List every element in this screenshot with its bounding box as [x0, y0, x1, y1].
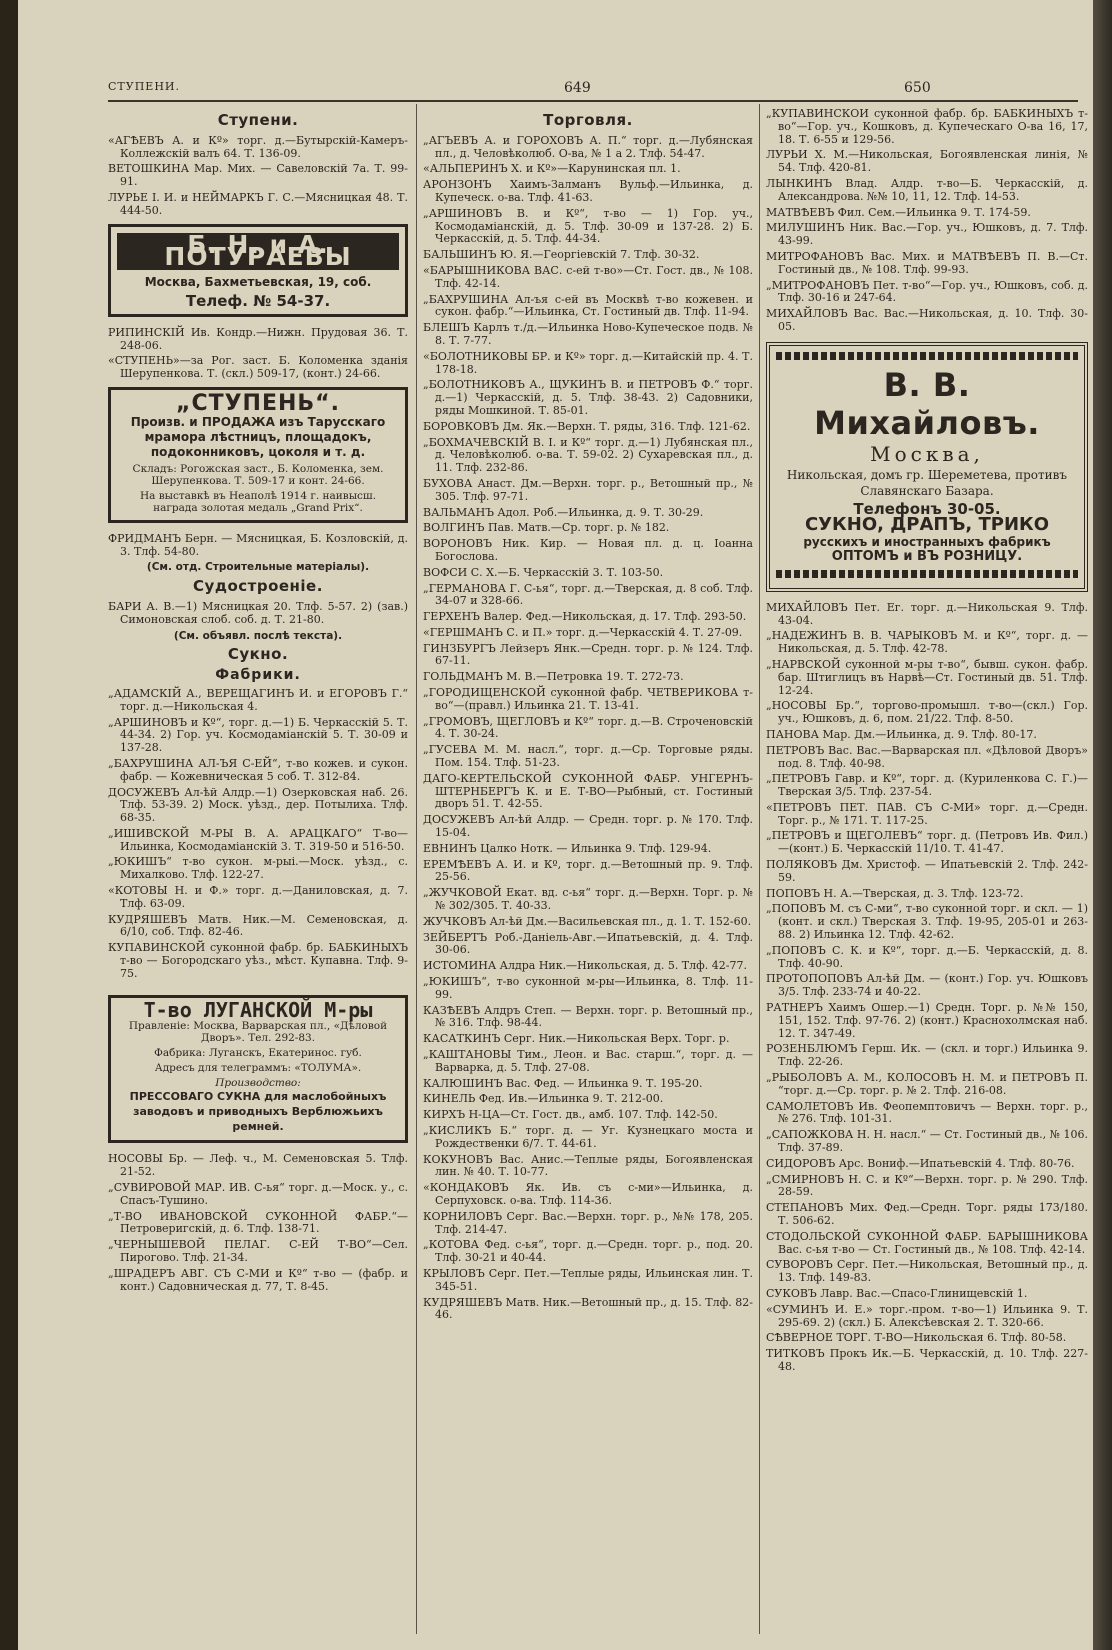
ad-title: Б. Н. и А. ПОТУРАЕВЫ [117, 233, 399, 271]
directory-entry: „ЮКИШЪ“, т-во суконной м-ры—Ильинка, 8. Тлф. 11-99. [423, 975, 753, 1001]
directory-entry: ГЕРХЕНЪ Валер. Фед.—Никольская, д. 17. Тлф. 293-50. [423, 610, 747, 624]
directory-entry: КИНЕЛЬ Фед. Ив.—Ильинка 9. Т. 212-00. [423, 1092, 664, 1106]
directory-entry: „ШРАДЕРЪ АВГ. СЪ С-МИ и Кº“ т-во — (фабр. и конт.) Садовническая д. 77, Т. 8-45. [108, 1266, 408, 1293]
directory-entry: БОРОВКОВЪ Дм. Як.—Верхн. Т. ряды, 316. Тлф. 121-62. [423, 419, 751, 433]
directory-entry: МАТВѢЕВЪ Фил. Сем.—Ильинка 9. Т. 174-59. [766, 205, 1031, 219]
directory-entry: БАРИ А. В.—1) Мясницкая 20. Тлф. 5-57. 2) (зав.) Симоновская слоб. соб. д. Т. 21-80. [108, 599, 408, 626]
directory-entry: МИХАЙЛОВЪ Вас. Вас.—Никольская, д. 10. Тлф. 30-05. [766, 307, 1088, 333]
directory-entry: „АДАМСКІЙ А., ВЕРЕЩАГИНЪ И. и ЕГОРОВЪ Г.“ торг. д.—Никольская 4. [108, 686, 408, 713]
entry-list [108, 1153, 408, 1293]
directory-entry: СТЕПАНОВЪ Мих. Фед.—Средн. Торг. ряды 173/180. Т. 506-62. [766, 1201, 1088, 1227]
directory-entry: ЗЕЙБЕРТЪ Роб.-Даніель-Авг.—Ипатьевскій, д. 4. Тлф. 30-06. [423, 930, 753, 957]
directory-entry: КАЗѢЕВЪ Алдръ Степ. — Верхн. торг. р. Ветошный пр., № 316. Тлф. 98-44. [423, 1003, 753, 1030]
directory-entry: СУКОВЪ Лавр. Вас.—Спасо-Глинищевскій 1. [766, 1286, 1028, 1300]
directory-entry: ЛУРЬЕ I. И. и НЕЙМАРКЪ Г. С.—Мясницкая 48. Т. 444-50. [108, 190, 408, 217]
directory-entry: КАСАТКИНЪ Серг. Ник.—Никольская Верх. Торг. р. [423, 1032, 730, 1046]
directory-entry: „НАРВСКОЙ суконной м-ры т-во“, бывш. сукон. фабр. бар. Штиглицъ въ Нарвѣ—Ст. Гостиный дв. 51. Тлф. 12-24. [766, 657, 1088, 697]
page-header [108, 78, 1078, 102]
directory-entry: «КОНДАКОВЪ Як. Ив. съ с-ми»—Ильинка, д. Серпуховск. о-ва. Тлф. 114-36. [423, 1181, 753, 1207]
directory-entry: ЕРЕМѢЕВЪ А. И. и Кº, торг. д.—Ветошный пр. 9. Тлф. 25-56. [423, 857, 753, 884]
directory-entry: „МИТРОФАНОВЪ Пет. т-во“—Гор. уч., Юшковъ, соб. д. Тлф. 30-16 и 247-64. [766, 278, 1088, 305]
directory-entry: „РЫБОЛОВЪ А. М., КОЛОСОВЪ Н. М. и ПЕТРОВЪ П. “торг. д.—Ср. торг. р. № 2. Тлф. 216-08. [766, 1071, 1088, 1097]
page-number-right: 650 [904, 80, 931, 96]
directory-entry: „КУПАВИНСКОЙ суконной фабр. бр. БАБКИНЫХЪ т-во“—Гор. уч., Кошковъ, д. Купеческаго О-ва 16, 17, 18. Т. 6-55 и 129-56. [766, 108, 1088, 146]
ad-address: Никольская, домъ гр. Шереметева, противъ Славянскаго Базара. [786, 467, 1068, 498]
directory-entry: АРОНЗОНЪ Хаимъ-Залманъ Вульф.—Ильинка, д. Купеческ. о-ва. Тлф. 41-63. [423, 178, 753, 204]
directory-entry: САМОЛЕТОВЪ Ив. Феопемптовичъ — Верхн. торг. р., № 276. Тлф. 101-31. [766, 1099, 1088, 1126]
ad-text: ОПТОМЪ и ВЪ РОЗНИЦУ. [831, 548, 1023, 564]
ornament-border [776, 570, 1078, 578]
directory-entry: «СТУПЕНЬ»—за Рог. заст. Б. Коломенка зданія Шерупенкова. Т. (скл.) 509-17, (конт.) 24-66. [108, 354, 408, 381]
advertisement-luganskoy [108, 995, 408, 1144]
directory-entry: „СМИРНОВЪ Н. С. и Кº“—Верхн. торг. р. № 290. Тлф. 28-59. [766, 1172, 1088, 1199]
section-title: Сукно. [227, 645, 289, 664]
directory-entry: ЛУРЬИ Х. М.—Никольская, Богоявленская линія, № 54. Тлф. 420-81. [766, 148, 1088, 175]
directory-entry: ГОЛЬДМАНЪ М. В.—Петровка 19. Т. 272-73. [423, 670, 684, 684]
directory-entry: „ЮКИШЪ“ т-во сукон. м-рыі.—Моск. уѣзд., с. Михалково. Тлф. 122-27. [108, 855, 408, 882]
ad-text: Производство: [215, 1077, 301, 1090]
cross-reference-note: (См. объявл. послѣ текста). [173, 629, 343, 642]
directory-entry: „КИСЛИКЪ Б.“ торг. д. — Уг. Кузнецкаго моста и Рождественки 6/7. Т. 44-61. [423, 1123, 753, 1150]
entry-list [108, 601, 408, 627]
directory-entry: РОЗЕНБЛЮМЪ Герш. Ик. — (скл. и торг.) Ильинка 9. Тлф. 22-26. [766, 1042, 1088, 1069]
directory-entry: ПРОТОПОПОВЪ Ал-ѣй Дм. — (конт.) Гор. уч. Юшковъ 3/5. Тлф. 233-74 и 40-22. [766, 972, 1088, 999]
directory-entry: „БАХРУШИНА АЛ-ЪЯ С-ЕЙ“, т-во кожев. и сукон. фабр. — Кожевническая 5 соб. Т. 312-84. [108, 756, 408, 783]
column-rule [416, 104, 417, 1634]
directory-entry: „Т-ВО ИВАНОВСКОЙ СУКОННОЙ ФАБР.“—Петроверигскій, д. 6. Тлф. 138-71. [108, 1209, 408, 1236]
directory-entry: ПОПОВЪ Н. А.—Тверская, д. 3. Тлф. 123-72. [766, 886, 1024, 900]
directory-entry: БАЛЬШИНЪ Ю. Я.—Георгіевскій 7. Тлф. 30-32. [423, 248, 700, 262]
ad-text: Складъ: Рогожская заст., Б. Коломенка, зем. Шерупенкова. Т. 509-17 и конт. 24-66. [132, 462, 384, 487]
directory-entry: „АРШИНОВЪ и Кº“, торг. д.—1) Б. Черкасскій 5. Т. 44-34. 2) Гор. уч. Космодаміанскій 5. Т. 30-09 и 137-28. [108, 715, 408, 755]
ad-phone: Телеф. № 54-37. [185, 291, 331, 310]
ad-text: ПРЕССОВАГО СУКНА для маслобойныхъ заводовъ и приводныхъ Верблюжьихъ ремней. [129, 1090, 387, 1134]
directory-entry: КУДРЯШЕВЪ Матв. Ник.—Ветошный пр., д. 15. Тлф. 82-46. [423, 1295, 753, 1322]
directory-entry: „БОЛОТНИКОВЪ А., ЩУКИНЪ В. и ПЕТРОВЪ Ф.“ торг. д.—1) Черкасскій, д. 5. Тлф. 38-43. 2) Садовники, ряды Мошкиной. Т. 85-01. [423, 378, 753, 417]
advertisement-stupen [108, 387, 408, 523]
directory-entry: «СУМИНЪ И. Е.» торг.-пром. т-во—1) Ильинка 9. Т. 295-69. 2) (скл.) Б. Алексѣевская 2. Т. 320-66. [766, 1302, 1088, 1329]
section-title: Судостроеніе. [193, 577, 323, 596]
section-title: Ступени. [217, 111, 299, 129]
directory-entry: „КАШТАНОВЫ Тим., Леон. и Вас. старш.“, торг. д. — Варварка, д. 5. Тлф. 27-08. [423, 1048, 753, 1074]
directory-entry: „ПЕТРОВЪ Гавр. и Кº“, торг. д. (Куриленкова С. Г.)—Тверская 3/5. Тлф. 237-54. [766, 772, 1088, 799]
ad-title: В. В. Михайловъ. [814, 365, 1040, 442]
directory-entry: „САПОЖКОВА Н. Н. насл.“ — Ст. Гостиный дв., № 106. Тлф. 37-89. [766, 1128, 1088, 1155]
entry-list [108, 533, 408, 559]
directory-entry: ЛЫНКИНЪ Влад. Алдр. т-во—Б. Черкасскій, д. Александрова. №№ 10, 11, 12. Тлф. 14-53. [766, 176, 1088, 203]
directory-entry: СУВОРОВЪ Серг. Пет.—Никольская, Ветошный пр., д. 13. Тлф. 149-83. [766, 1258, 1088, 1285]
advertisement-mikhaylov [766, 342, 1088, 592]
directory-entry: ТИТКОВЪ Прокъ Ик.—Б. Черкасскій, д. 10. Тлф. 227-48. [766, 1347, 1088, 1373]
entry-list [766, 602, 1088, 1374]
directory-entry: ВЕТОШКИНА Мар. Мих. — Савеловскій 7а. Т. 99-91. [108, 162, 408, 189]
subsection-title: Фабрики. [215, 667, 301, 684]
entry-list [108, 688, 408, 981]
directory-entry: РАТНЕРЪ Хаимъ Ошер.—1) Средн. Торг. р. №№ 150, 151, 152. Тлф. 97-76. 2) (конт.) Краснохолмская наб. 12. Т. 347-49. [766, 1001, 1088, 1040]
ad-phone: Телефонъ 30-05. [853, 499, 1001, 518]
directory-entry: РИПИНСКІЙ Ив. Кондр.—Нижн. Прудовая 36. Т. 248-06. [108, 325, 408, 352]
column-2 [423, 108, 753, 1638]
directory-entry: „АГЪЕВЪ А. и ГОРОХОВЪ А. П.“ торг. д.—Лубянская пл., д. Человѣколюб. О-ва, № 1 а 2. Тлф. 54-47. [423, 133, 753, 160]
directory-entry: ЕВНИНЪ Цалко Нотк. — Ильинка 9. Тлф. 129-94. [423, 841, 712, 855]
directory-entry: «БОЛОТНИКОВЫ БР. и Кº» торг. д.—Китайскій пр. 4. Т. 178-18. [423, 349, 753, 376]
directory-entry: СТОДОЛЬСКОЙ СУКОННОЙ ФАБР. БАРЫШНИКОВА Вас. с-ья т-во — Ст. Гостиный дв., № 108. Тлф. 42-14. [766, 1229, 1088, 1256]
ad-text: Правленіе: Москва, Варварская пл., «Дѣловой Дворъ». Тел. 292-83. [128, 1020, 388, 1045]
directory-entry: „БОХМАЧЕВСКІЙ В. I. и Кº“ торг. д.—1) Лубянская пл., д. Человѣколюб. о-ва. Т. 59-02. 2) Сухаревская пл., д. 11. Тлф. 232-86. [423, 435, 753, 475]
ad-goods: СУКНО, ДРАПЪ, ТРИКО [804, 514, 1050, 536]
directory-entry: БЛЕШЪ Карлъ т./д.—Ильинка Ново-Купеческое подв. № 8. Т. 7-77. [423, 321, 753, 347]
ad-city: Москва, [870, 441, 984, 466]
running-head: СТУПЕНИ. [108, 80, 181, 93]
directory-entry: НОСОВЫ Бр. — Леф. ч., М. Семеновская 5. Тлф. 21-52. [108, 1152, 408, 1179]
column-3 [766, 108, 1088, 1638]
directory-entry: „ПОПОВЪ М. съ С-ми“, т-во суконной торг. и скл. — 1) (конт. и скл.) Тверская 3. Тлф. 19-95, 205-01 и 263-88. 2) Ильинка 12. Тлф. 42-62. [766, 902, 1088, 942]
directory-entry: „ГУСЕВА М. М. насл.“, торг. д.—Ср. Торговые ряды. Пом. 154. Тлф. 51-23. [423, 743, 753, 770]
directory-entry: КАЛЮШИНЪ Вас. Фед. — Ильинка 9. Т. 195-20. [423, 1076, 703, 1090]
directory-entry: „КОТОВА Фед. с-ья“, торг. д.—Средн. торг. р., под. 20. Тлф. 30-21 и 40-44. [423, 1238, 753, 1265]
entry-list [766, 108, 1088, 334]
directory-entry: ВАЛЬМАНЪ Адол. Роб.—Ильинка, д. 9. Т. 30-29. [423, 505, 704, 519]
directory-entry: «ПЕТРОВЪ ПЕТ. ПАВ. СЪ С-МИ» торг. д.—Средн. Торг. р., № 171. Т. 117-25. [766, 800, 1088, 827]
directory-entry: ДОСУЖЕВЪ Ал-ѣй Алдр. — Средн. торг. р. № 170. Тлф. 15-04. [423, 813, 753, 840]
ad-text: Произв. и ПРОДАЖА изъ Тарусскаго мрамора лѣстницъ, площадокъ, подоконниковъ, цоколя и т. д. [130, 414, 386, 459]
directory-entry: СѢВЕРНОЕ ТОРГ. Т-ВО—Никольская 6. Тлф. 80-58. [766, 1331, 1067, 1345]
page-number-left: 649 [564, 80, 591, 96]
directory-entry: КУДРЯШЕВЪ Матв. Ник.—М. Семеновская, д. 6/10, соб. Тлф. 82-46. [108, 912, 408, 939]
directory-entry: „НОСОВЫ Бр.“, торгово-промышл. т-во—(скл.) Гор. уч., Юшковъ, д. 6, пом. 21/22. Тлф. 8-50. [766, 699, 1088, 726]
directory-entry: ВОРОНОВЪ Ник. Кир. — Новая пл. д. ц. Іоанна Богослова. [423, 537, 753, 563]
directory-entry: МИТРОФАНОВЪ Вас. Мих. и МАТВѢЕВЪ П. В.—Ст. Гостиный дв., № 108. Тлф. 99-93. [766, 249, 1088, 276]
directory-entry: „ИШИВСКОЙ М-РЫ В. А. АРАЦКАГО“ Т-во—Ильинка, Космодаміанскій 3. Т. 319-50 и 516-50. [108, 826, 408, 853]
directory-entry: «АЛЬПЕРИНЪ Х. и Кº»—Карунинская пл. 1. [423, 162, 681, 176]
ad-text: На выставкѣ въ Неаполѣ 1914 г. наивысш. награда золотая медаль „Grand Prix“. [139, 489, 377, 514]
directory-entry: „ЖУЧКОВОЙ Екат. вд. с-ья“ торг. д.—Верхн. Торг. р. №№ 302/305. Т. 40-33. [423, 886, 753, 913]
directory-entry: ЖУЧКОВЪ Ал-ѣй Дм.—Васильевская пл., д. 1. Т. 152-60. [423, 914, 752, 928]
column-rule [759, 104, 760, 1634]
directory-entry: МИЛУШИНЪ Ник. Вас.—Гор. уч., Юшковъ, д. 7. Тлф. 43-99. [766, 221, 1088, 248]
ad-title: Т-во ЛУГАНСКОЙ М-ры [143, 997, 373, 1022]
directory-entry: «ГЕРШМАНЪ С. и П.» торг. д.—Черкасскій 4. Т. 27-09. [423, 625, 743, 639]
directory-page [18, 0, 1093, 1650]
advertisement-poturaevy [108, 224, 408, 317]
directory-entry: „АРШИНОВЪ В. и Кº“, т-во — 1) Гор. уч., Космодаміанскій, д. 5. Тлф. 30-09 и 137-28. 2) Б. Черкасскій, д. 5. Тлф. 44-34. [423, 206, 753, 246]
directory-entry: «КОТОВЫ Н. и Ф.» торг. д.—Даниловская, д. 7. Тлф. 63-09. [108, 884, 408, 910]
directory-entry: ВОЛГИНЪ Пав. Матв.—Ср. торг. р. № 182. [423, 521, 670, 535]
directory-entry: КОРНИЛОВЪ Серг. Вас.—Верхн. торг. р., №№ 178, 205. Тлф. 214-47. [423, 1209, 753, 1236]
directory-entry: „ГОРОДИЩЕНСКОЙ суконной фабр. ЧЕТВЕРИКОВА т-во“—(правл.) Ильинка 21. Т. 13-41. [423, 686, 753, 712]
directory-entry: ДАГО-КЕРТЕЛЬСКОЙ СУКОННОЙ ФАБР. УНГЕРНЪ-ШТЕРНБЕРГЪ К. и Е. Т-ВО—Рыбный, ст. Гостиный дворъ 51. Т. 42-55. [423, 771, 753, 811]
directory-entry: КУПАВИНСКОЙ суконной фабр. бр. БАБКИНЫХЪ т-во — Богородскаго уѣз., мѣст. Купавна. Тлф. 9-75. [108, 941, 408, 980]
directory-entry: КИРХЪ Н-ЦА—Ст. Гост. дв., амб. 107. Тлф. 142-50. [423, 1108, 718, 1122]
ad-address: Москва, Бахметьевская, 19, соб. [144, 275, 372, 290]
directory-entry: МИХАЙЛОВЪ Пет. Ег. торг. д.—Никольская 9. Тлф. 43-04. [766, 600, 1088, 627]
directory-entry: «БАРЫШНИКОВА ВАС. с-ей т-во»—Ст. Гост. дв., № 108. Тлф. 42-14. [423, 263, 753, 290]
cross-reference-note: (См. отд. Строительные матеріалы). [146, 561, 370, 574]
directory-entry: ФРИДМАНЪ Берн. — Мясницкая, Б. Козловскій, д. 3. Тлф. 54-80. [108, 531, 408, 558]
directory-entry: ДОСУЖЕВЪ Ал-ѣй Алдр.—1) Озерковская наб. 26. Тлф. 53-39. 2) Моск. уѣзд., дер. Потылиха. Тлф. 68-35. [108, 785, 408, 825]
ad-text: русскихъ и иностранныхъ фабрикъ [803, 535, 1051, 550]
directory-entry: „ГРОМОВЪ, ЩЕГЛОВЪ и Кº“ торг. д.—В. Строченовскій 4. Т. 30-24. [423, 714, 753, 741]
ad-text: Фабрика: Луганскъ, Екатеринос. губ. [154, 1047, 362, 1060]
directory-entry: КРЫЛОВЪ Серг. Пет.—Теплые ряды, Ильинская лин. Т. 345-51. [423, 1266, 753, 1293]
directory-entry: „НАДЕЖИНЪ В. В. ЧАРЫКОВЪ М. и Кº“, торг. д. — Никольская, д. 5. Тлф. 42-78. [766, 629, 1088, 656]
directory-entry: „БАХРУШИНА Ал-ъя с-ей въ Москвѣ т-во кожевен. и сукон. фабр.“—Ильинка, Ст. Гостиный дв. Тлф. 11-94. [423, 292, 753, 319]
ornament-border [776, 352, 1078, 360]
section-title: Торговля. [543, 111, 633, 129]
directory-entry: ГИНЗБУРГЪ Лейзеръ Янк.—Средн. торг. р. № 124. Тлф. 67-11. [423, 641, 753, 668]
directory-entry: ИСТОМИНА Алдра Ник.—Никольская, д. 5. Тлф. 42-77. [423, 959, 747, 973]
entry-list [108, 135, 408, 218]
ad-title: „СТУПЕНЬ“. [175, 390, 340, 416]
directory-entry: ПАНОВА Мар. Дм.—Ильинка, д. 9. Тлф. 80-17. [766, 727, 1037, 741]
directory-entry: „ЧЕРНЫШЕВОЙ ПЕЛАГ. С-ЕЙ Т-ВО“—Сел. Пирогово. Тлф. 21-34. [108, 1238, 408, 1265]
directory-entry: „ПЕТРОВЪ и ЩЕГОЛЕВЪ“ торг. д. (Петровъ Ив. Фил.)—(конт.) Б. Черкасскій 11/10. Т. 41-47. [766, 829, 1088, 856]
column-1 [108, 108, 408, 1638]
directory-entry: „ПОПОВЪ С. К. и Кº“, торг. д.—Б. Черкасскій, д. 8. Тлф. 40-90. [766, 943, 1088, 970]
directory-entry: „ГЕРМАНОВА Г. С-ья“, торг. д.—Тверская, д. 8 соб. Тлф. 34-07 и 328-66. [423, 581, 753, 608]
directory-entry: КОКУНОВЪ Вас. Анис.—Теплые ряды, Богоявленская лин. № 40. Т. 10-77. [423, 1152, 753, 1179]
directory-entry: „СУВИРОВОЙ МАР. ИВ. С-ья“ торг. д.—Моск. у., с. Спасъ-Тушино. [108, 1181, 408, 1207]
directory-entry: ПЕТРОВЪ Вас. Вас.—Варварская пл. «Дѣловой Дворъ» под. 8. Тлф. 40-98. [766, 743, 1088, 770]
directory-entry: ВОФСИ С. Х.—Б. Черкасскій 3. Т. 103-50. [423, 565, 664, 579]
directory-entry: ПОЛЯКОВЪ Дм. Христоф. — Ипатьевскій 2. Тлф. 242-59. [766, 858, 1088, 884]
directory-entry: «АГѢЕВЪ А. и Кº» торг. д.—Бутырскій-Камеръ-Коллежскій валъ 64. Т. 136-09. [108, 133, 408, 160]
entry-list [108, 327, 408, 381]
directory-entry: СИДОРОВЪ Арс. Вониф.—Ипатьевскій 4. Тлф. 80-76. [766, 1156, 1075, 1170]
directory-entry: БУХОВА Анаст. Дм.—Верхн. торг. р., Ветошный пр., № 305. Тлф. 97-71. [423, 476, 753, 503]
ad-text: Адресъ для телеграммъ: «ТОЛУМА». [154, 1062, 362, 1075]
entry-list [423, 135, 753, 1322]
